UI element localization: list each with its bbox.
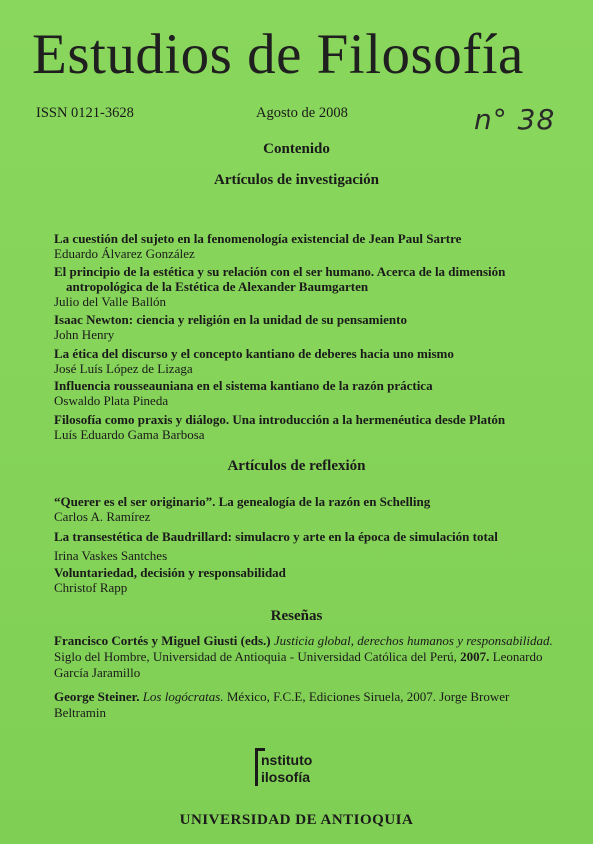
- issue-number: n° 38: [474, 103, 556, 136]
- review-entry: [54, 689, 554, 721]
- article-author: Christof Rapp: [54, 580, 128, 595]
- article-entry: [54, 264, 544, 309]
- logo-line-1: nstituto: [261, 752, 313, 768]
- article-entry: [54, 412, 544, 442]
- review-publisher: México, F.C.E, Ediciones Siruela, 2007. Jorge Brower Beltramin: [54, 689, 510, 720]
- review-year: 2007.: [460, 649, 490, 664]
- article-title-line: El principio de la estética y su relación con el ser humano. Acerca de la dimensión: [54, 264, 506, 279]
- article-title: La ética del discurso y el concepto kantiano de deberes hacia uno mismo: [54, 346, 454, 361]
- review-work-title: Los logócratas.: [142, 689, 224, 704]
- article-author: Carlos A. Ramírez: [54, 509, 151, 524]
- article-entry: [54, 494, 544, 524]
- article-author: Eduardo Álvarez González: [54, 246, 195, 261]
- article-title: La transestética de Baudrillard: simulacro y arte en la época de simulación total: [54, 529, 498, 544]
- article-title: Influencia rousseauniana en el sistema kantiano de la razón práctica: [54, 378, 433, 393]
- issn: ISSN 0121-3628: [36, 105, 134, 121]
- article-author: Oswaldo Plata Pineda: [54, 393, 169, 408]
- article-author: José Luís López de Lizaga: [54, 361, 193, 376]
- article-title: [54, 264, 544, 294]
- article-title: Voluntariedad, decisión y responsabilidad: [54, 565, 286, 580]
- article-entry: [54, 529, 544, 563]
- review-editors: Francisco Cortés y Miguel Giusti (eds.): [54, 633, 271, 648]
- article-entry: [54, 231, 544, 261]
- article-title: “Querer es el ser originario”. La genealogía de la razón en Schelling: [54, 494, 431, 509]
- article-author: Irina Vaskes Santches: [54, 548, 168, 563]
- review-publisher: Siglo del Hombre, Universidad de Antioquia - Universidad Católica del Perú,: [54, 649, 457, 664]
- article-title: Isaac Newton: ciencia y religión en la unidad de su pensamiento: [54, 312, 407, 327]
- article-author: Luís Eduardo Gama Barbosa: [54, 427, 205, 442]
- review-author: George Steiner.: [54, 689, 140, 704]
- reviewer-name: Leonardo García Jaramillo: [54, 649, 543, 680]
- article-entry: [54, 312, 544, 342]
- article-title: La cuestión del sujeto en la fenomenología existencial de Jean Paul Sartre: [54, 231, 462, 246]
- review-entry: [54, 633, 554, 681]
- article-title: Filosofía como praxis y diálogo. Una introducción a la hermenéutica desde Platón: [54, 412, 506, 427]
- article-entry: [54, 565, 544, 595]
- article-title-line: antropológica de la Estética de Alexander Baumgarten: [66, 279, 369, 294]
- article-entry: [54, 346, 544, 376]
- journal-title: Estudios de Filosofía: [32, 23, 524, 86]
- article-entry: [54, 378, 544, 408]
- instituto-filosofia-logo: [255, 744, 345, 794]
- reviews-heading: Reseñas: [270, 608, 323, 624]
- article-author: John Henry: [54, 327, 115, 342]
- university-name: UNIVERSIDAD DE ANTIOQUIA: [179, 812, 414, 828]
- review-work-title: Justicia global, derechos humanos y responsabilidad.: [273, 633, 553, 648]
- contents-heading: Contenido: [263, 141, 330, 157]
- reflection-articles-heading: Artículos de reflexión: [227, 458, 366, 474]
- article-author: Julio del Valle Ballón: [54, 294, 167, 309]
- issue-date: Agosto de 2008: [256, 105, 348, 121]
- logo-line-2: ilosofía: [261, 769, 311, 785]
- research-articles-heading: Artículos de investigación: [214, 172, 379, 188]
